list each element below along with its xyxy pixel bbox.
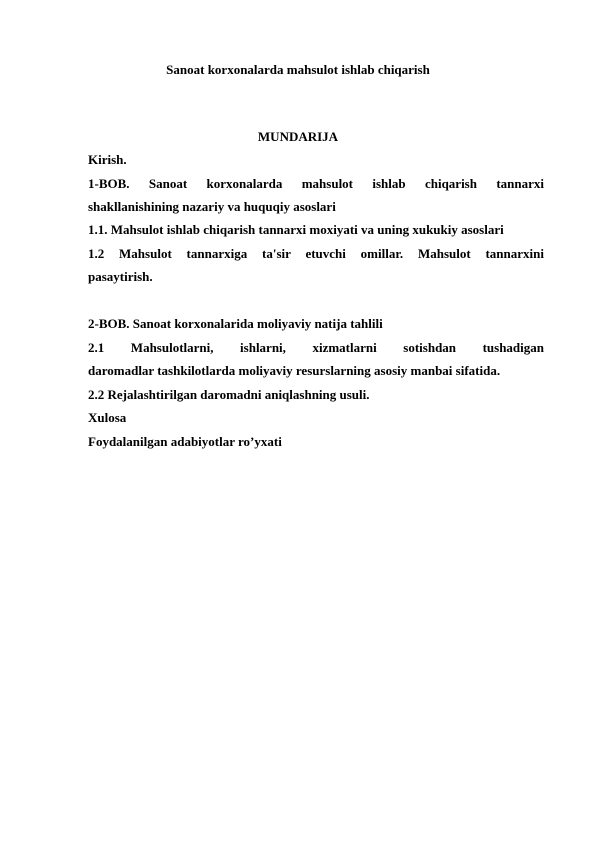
toc-entry-references: Foydalanilgan adabiyotlar ro’yxati [88, 434, 282, 449]
document-title: Sanoat korxonalarda mahsulot ishlab chiqarish [166, 62, 430, 77]
toc-entry-section-1-2-cont: pasaytirish. [88, 269, 153, 284]
toc-entry-section-2-1: 2.1 Mahsulotlarni, ishlarni, xizmatlarni sotishdan tushadigan [88, 340, 544, 355]
toc-entry-section-1-2: 1.2 Mahsulot tannarxiga ta'sir etuvchi omillar. Mahsulot tannarxini [88, 246, 544, 261]
toc-entry-introduction: Kirish. [88, 152, 127, 167]
toc-entry-chapter-2: 2-BOB. Sanoat korxonalarida moliyaviy natija tahlili [88, 316, 383, 331]
toc-entry-chapter-1: 1-BOB. Sanoat korxonalarda mahsulot ishlab chiqarish tannarxi [88, 176, 544, 191]
toc-entry-section-2-2: 2.2 Rejalashtirilgan daromadni aniqlashning usuli. [88, 387, 370, 402]
toc-entry-chapter-1-cont: shakllanishining nazariy va huquqiy asoslari [88, 199, 336, 214]
toc-heading: MUNDARIJA [257, 129, 339, 144]
toc-entry-section-1-1: 1.1. Mahsulot ishlab chiqarish tannarxi moxiyati va uning xukukiy asoslari [88, 222, 504, 237]
toc-entry-conclusion: Xulosa [88, 410, 127, 425]
toc-entry-section-2-1-cont: daromadlar tashkilotlarda moliyaviy resurslarning asosiy manbai sifatida. [88, 363, 501, 378]
